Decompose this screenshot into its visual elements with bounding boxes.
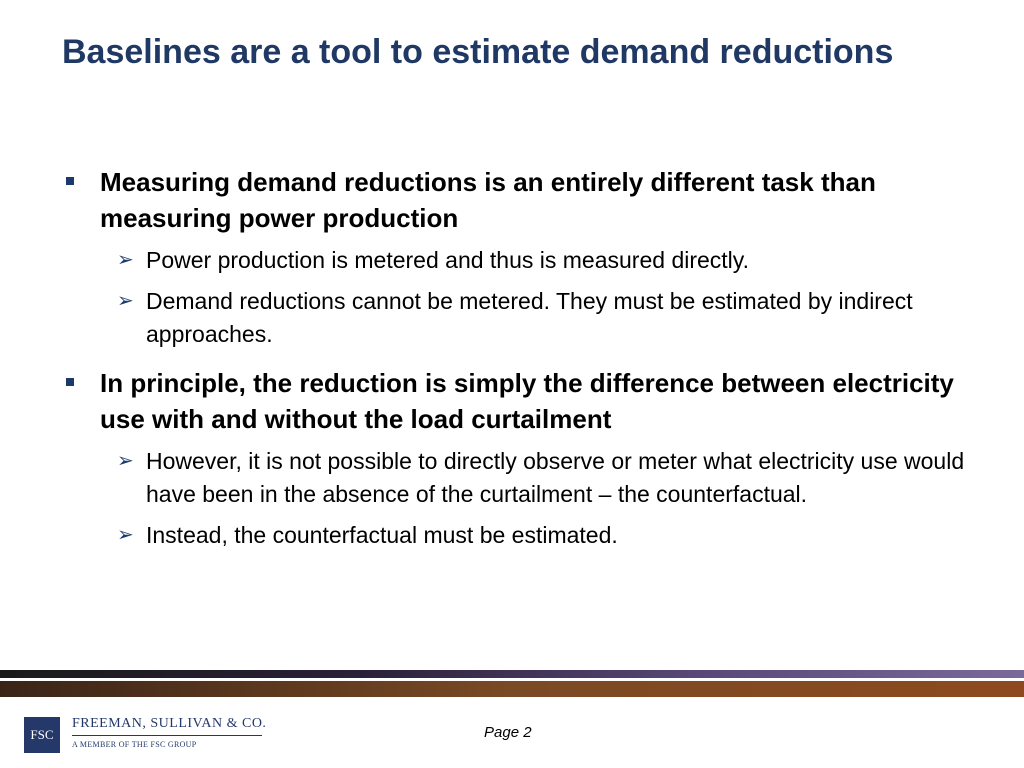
bullet-group-2 — [62, 365, 997, 552]
company-tagline: A MEMBER OF THE FSC GROUP — [72, 740, 197, 749]
bullet-group-1 — [62, 164, 997, 351]
slide-title: Baselines are a tool to estimate demand reductions — [62, 33, 894, 71]
footer-bar-bottom — [0, 681, 1024, 697]
company-name-rule — [72, 735, 262, 736]
square-bullet-icon — [66, 177, 74, 185]
slide-content — [62, 164, 997, 566]
page-number: Page 2 — [484, 724, 532, 741]
sub-bullet-text: Power production is metered and thus is measured directly. — [146, 247, 749, 273]
bullet-level2 — [62, 519, 997, 552]
square-bullet-icon — [66, 378, 74, 386]
arrow-bullet-icon: ➢ — [117, 290, 134, 312]
footer-divider — [0, 670, 1024, 697]
bullet-level1 — [62, 365, 997, 437]
bullet-level2 — [62, 244, 997, 277]
arrow-bullet-icon: ➢ — [117, 524, 134, 546]
bullet-level1 — [62, 164, 997, 236]
arrow-bullet-icon: ➢ — [117, 450, 134, 472]
bullet-level2 — [62, 285, 997, 351]
bullet-text: In principle, the reduction is simply the difference between electricity use with and without the load curtailment — [100, 368, 954, 434]
sub-bullet-text: However, it is not possible to directly observe or meter what electricity use would have been in the absence of the curtailment – the counterfactual. — [146, 448, 965, 507]
arrow-bullet-icon: ➢ — [117, 249, 134, 271]
footer-bar-top — [0, 670, 1024, 678]
sub-bullet-text: Instead, the counterfactual must be estimated. — [146, 522, 618, 548]
company-logo: FSC — [24, 717, 60, 753]
company-name: FREEMAN, SULLIVAN & CO. — [72, 716, 267, 731]
bullet-text: Measuring demand reductions is an entirely different task than measuring power production — [100, 167, 876, 233]
sub-bullet-text: Demand reductions cannot be metered. They must be estimated by indirect approaches. — [146, 288, 913, 347]
bullet-level2 — [62, 445, 997, 511]
